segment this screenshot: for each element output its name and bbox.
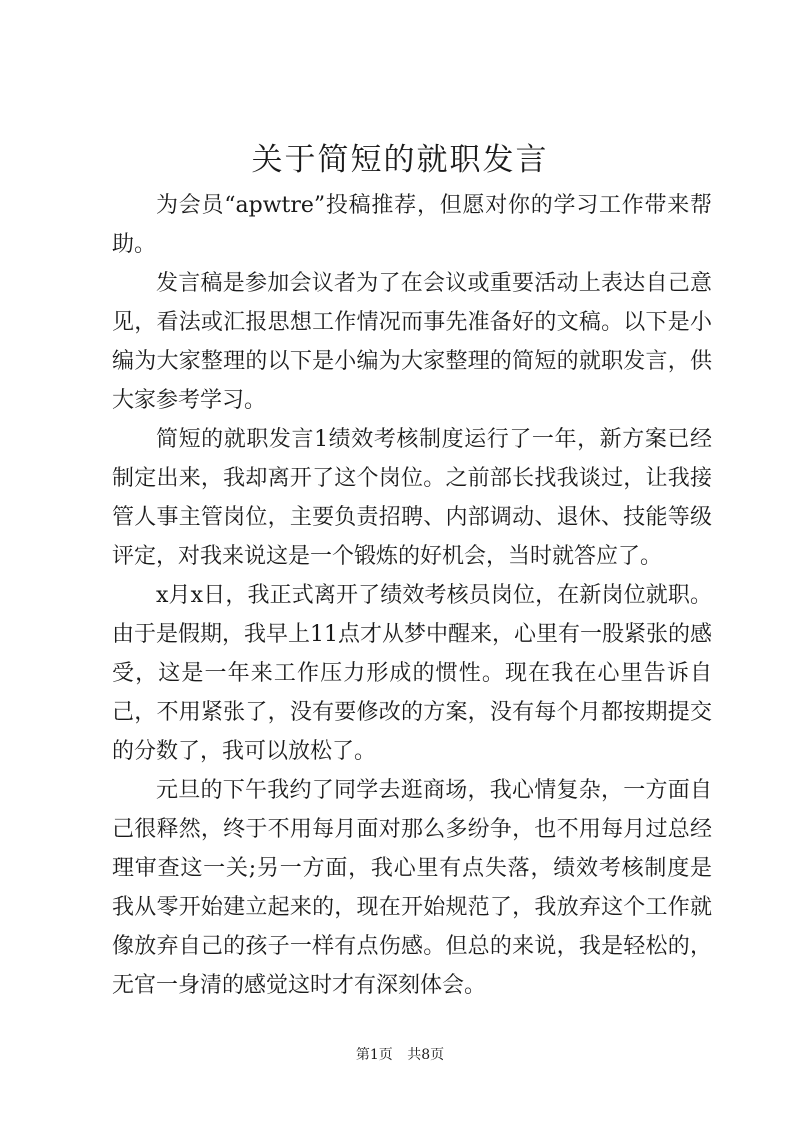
- paragraph-new-post: x月x日，我正式离开了绩效考核员岗位，在新岗位就职。由于是假期，我早上11点才从梦中醒来，心里有一股紧张的感受，这是一年来工作压力形成的惯性。现在我在心里告诉自己，不用紧张了，没有要修改的方案，没有每个月都按期提交的分数了，我可以放松了。: [112, 583, 712, 764]
- document-body: [112, 186, 712, 1005]
- paragraph-new-year: 元旦的下午我约了同学去逛商场，我心情复杂，一方面自己很释然，终于不用每月面对那么多纷争，也不用每月过总经理审查这一关;另一方面，我心里有点失落，绩效考核制度是我从零开始建立起来的，现在开始规范了，我放弃这个工作就像放弃自己的孩子一样有点伤感。但总的来说，我是轻松的，无官一身清的感觉这时才有深刻体会。: [112, 778, 712, 998]
- paragraph-intro: 为会员“apwtre”投稿推荐，但愿对你的学习工作带来帮助。: [112, 193, 712, 257]
- page-footer: [0, 1045, 800, 1065]
- document-title: 关于简短的就职发言: [251, 142, 549, 178]
- paragraph-definition: 发言稿是参加会议者为了在会议或重要活动上表达自己意见，看法或汇报思想工作情况而事先准备好的文稿。以下是小编为大家整理的以下是小编为大家整理的简短的就职发言，供大家参考学习。: [112, 271, 712, 413]
- paragraph-speech-1: 简短的就职发言1绩效考核制度运行了一年，新方案已经制定出来，我却离开了这个岗位。之前部长找我谈过，让我接管人事主管岗位，主要负责招聘、内部调动、退休、技能等级评定，对我来说这是一个锻炼的好机会，当时就答应了。: [112, 427, 712, 569]
- page-total: 共8页: [407, 1047, 445, 1063]
- page-number: 第1页: [355, 1047, 393, 1063]
